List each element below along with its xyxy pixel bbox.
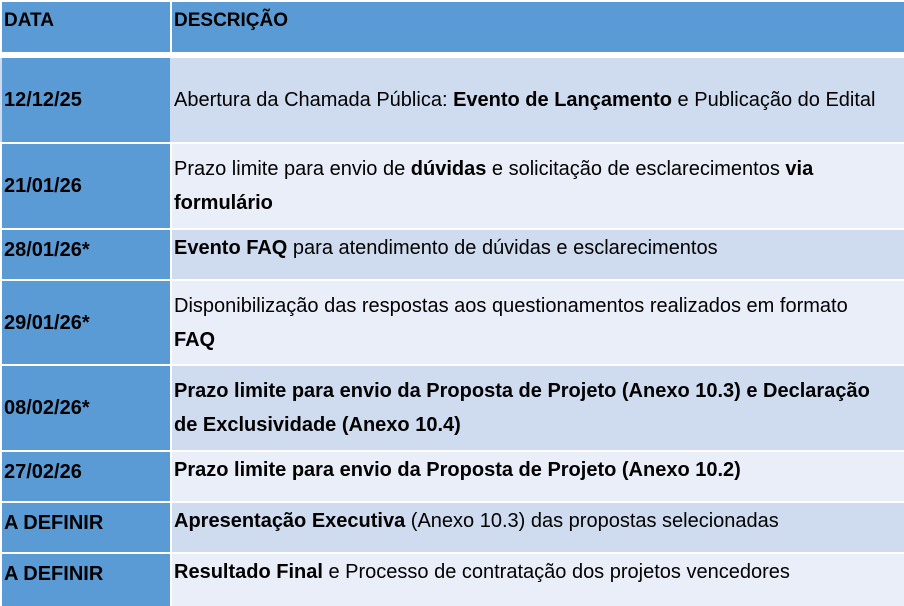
date-cell: [2, 230, 170, 279]
description-run: Disponibilização das respostas aos questionamentos realizados em formato: [174, 294, 848, 317]
description-bold-run: Evento de Lançamento: [453, 89, 672, 111]
description-run: (Anexo 10.3) das propostas selecionadas: [405, 510, 779, 532]
description-text: [174, 152, 894, 220]
table-row: [0, 554, 904, 606]
table-header: [0, 2, 904, 52]
table-row: [0, 503, 904, 552]
header-date-label: DATA: [4, 10, 54, 31]
description-bold-run: dúvidas: [410, 158, 487, 180]
date-cell: [2, 58, 170, 142]
header-cell-date: [2, 2, 170, 52]
description-run: e Processo de contratação dos projetos vencedores: [322, 561, 790, 583]
description-bold-run: Evento FAQ: [174, 237, 288, 259]
date-cell: [2, 554, 170, 606]
description-bold-run: Prazo limite para envio da Proposta de Projeto (Anexo 10.2): [174, 459, 741, 481]
date-cell: [2, 366, 170, 450]
date-text: 21/01/26: [4, 175, 82, 197]
header-cell-description: [172, 2, 904, 52]
description-bold-run: Prazo limite para envio da Proposta de Projeto (Anexo 10.3) e Declaração de Exclusividade (Anexo 10.4): [174, 380, 870, 436]
date-cell: [2, 503, 170, 552]
date-text: A DEFINIR: [4, 563, 104, 585]
description-cell: [172, 554, 904, 606]
date-text: 29/01/26*: [4, 311, 90, 334]
date-text: 28/01/26*: [4, 239, 90, 261]
description-cell: [172, 452, 904, 501]
table-row: [0, 281, 904, 364]
description-cell: [172, 281, 904, 364]
description-run: Abertura da Chamada Pública:: [174, 89, 454, 111]
date-text: 27/02/26: [4, 461, 82, 483]
date-cell: [2, 281, 170, 364]
description-text: [174, 504, 894, 538]
description-bold-run: via formulário: [174, 158, 814, 214]
description-cell: [172, 366, 904, 450]
description-cell: [172, 503, 904, 552]
description-text: [174, 289, 894, 357]
description-run: e solicitação de esclarecimentos: [486, 158, 786, 180]
description-run: e Publicação do Edital: [672, 89, 876, 111]
date-cell: [2, 452, 170, 501]
description-cell: [172, 144, 904, 228]
description-run: para atendimento de dúvidas e esclarecimentos: [287, 237, 718, 259]
description-cell: [172, 230, 904, 279]
description-bold-run: Apresentação Executiva: [174, 510, 406, 532]
description-text: [174, 453, 894, 487]
header-description-label: DESCRIÇÃO: [174, 10, 289, 31]
description-text: [174, 83, 894, 117]
description-cell: [172, 58, 904, 142]
table-row: [0, 366, 904, 450]
date-cell: [2, 144, 170, 228]
table-row: [0, 452, 904, 501]
description-run: Prazo limite para envio de: [174, 158, 411, 180]
description-bold-run: FAQ: [174, 328, 216, 351]
date-text: A DEFINIR: [4, 512, 104, 534]
table-row: [0, 58, 904, 142]
description-text: [174, 374, 894, 442]
description-text: [174, 555, 894, 589]
description-bold-run: Resultado Final: [174, 561, 323, 583]
date-text: 08/02/26*: [4, 397, 90, 419]
table-row: [0, 144, 904, 228]
table-row: [0, 230, 904, 279]
description-text: [174, 231, 894, 265]
date-text: 12/12/25: [4, 89, 82, 111]
